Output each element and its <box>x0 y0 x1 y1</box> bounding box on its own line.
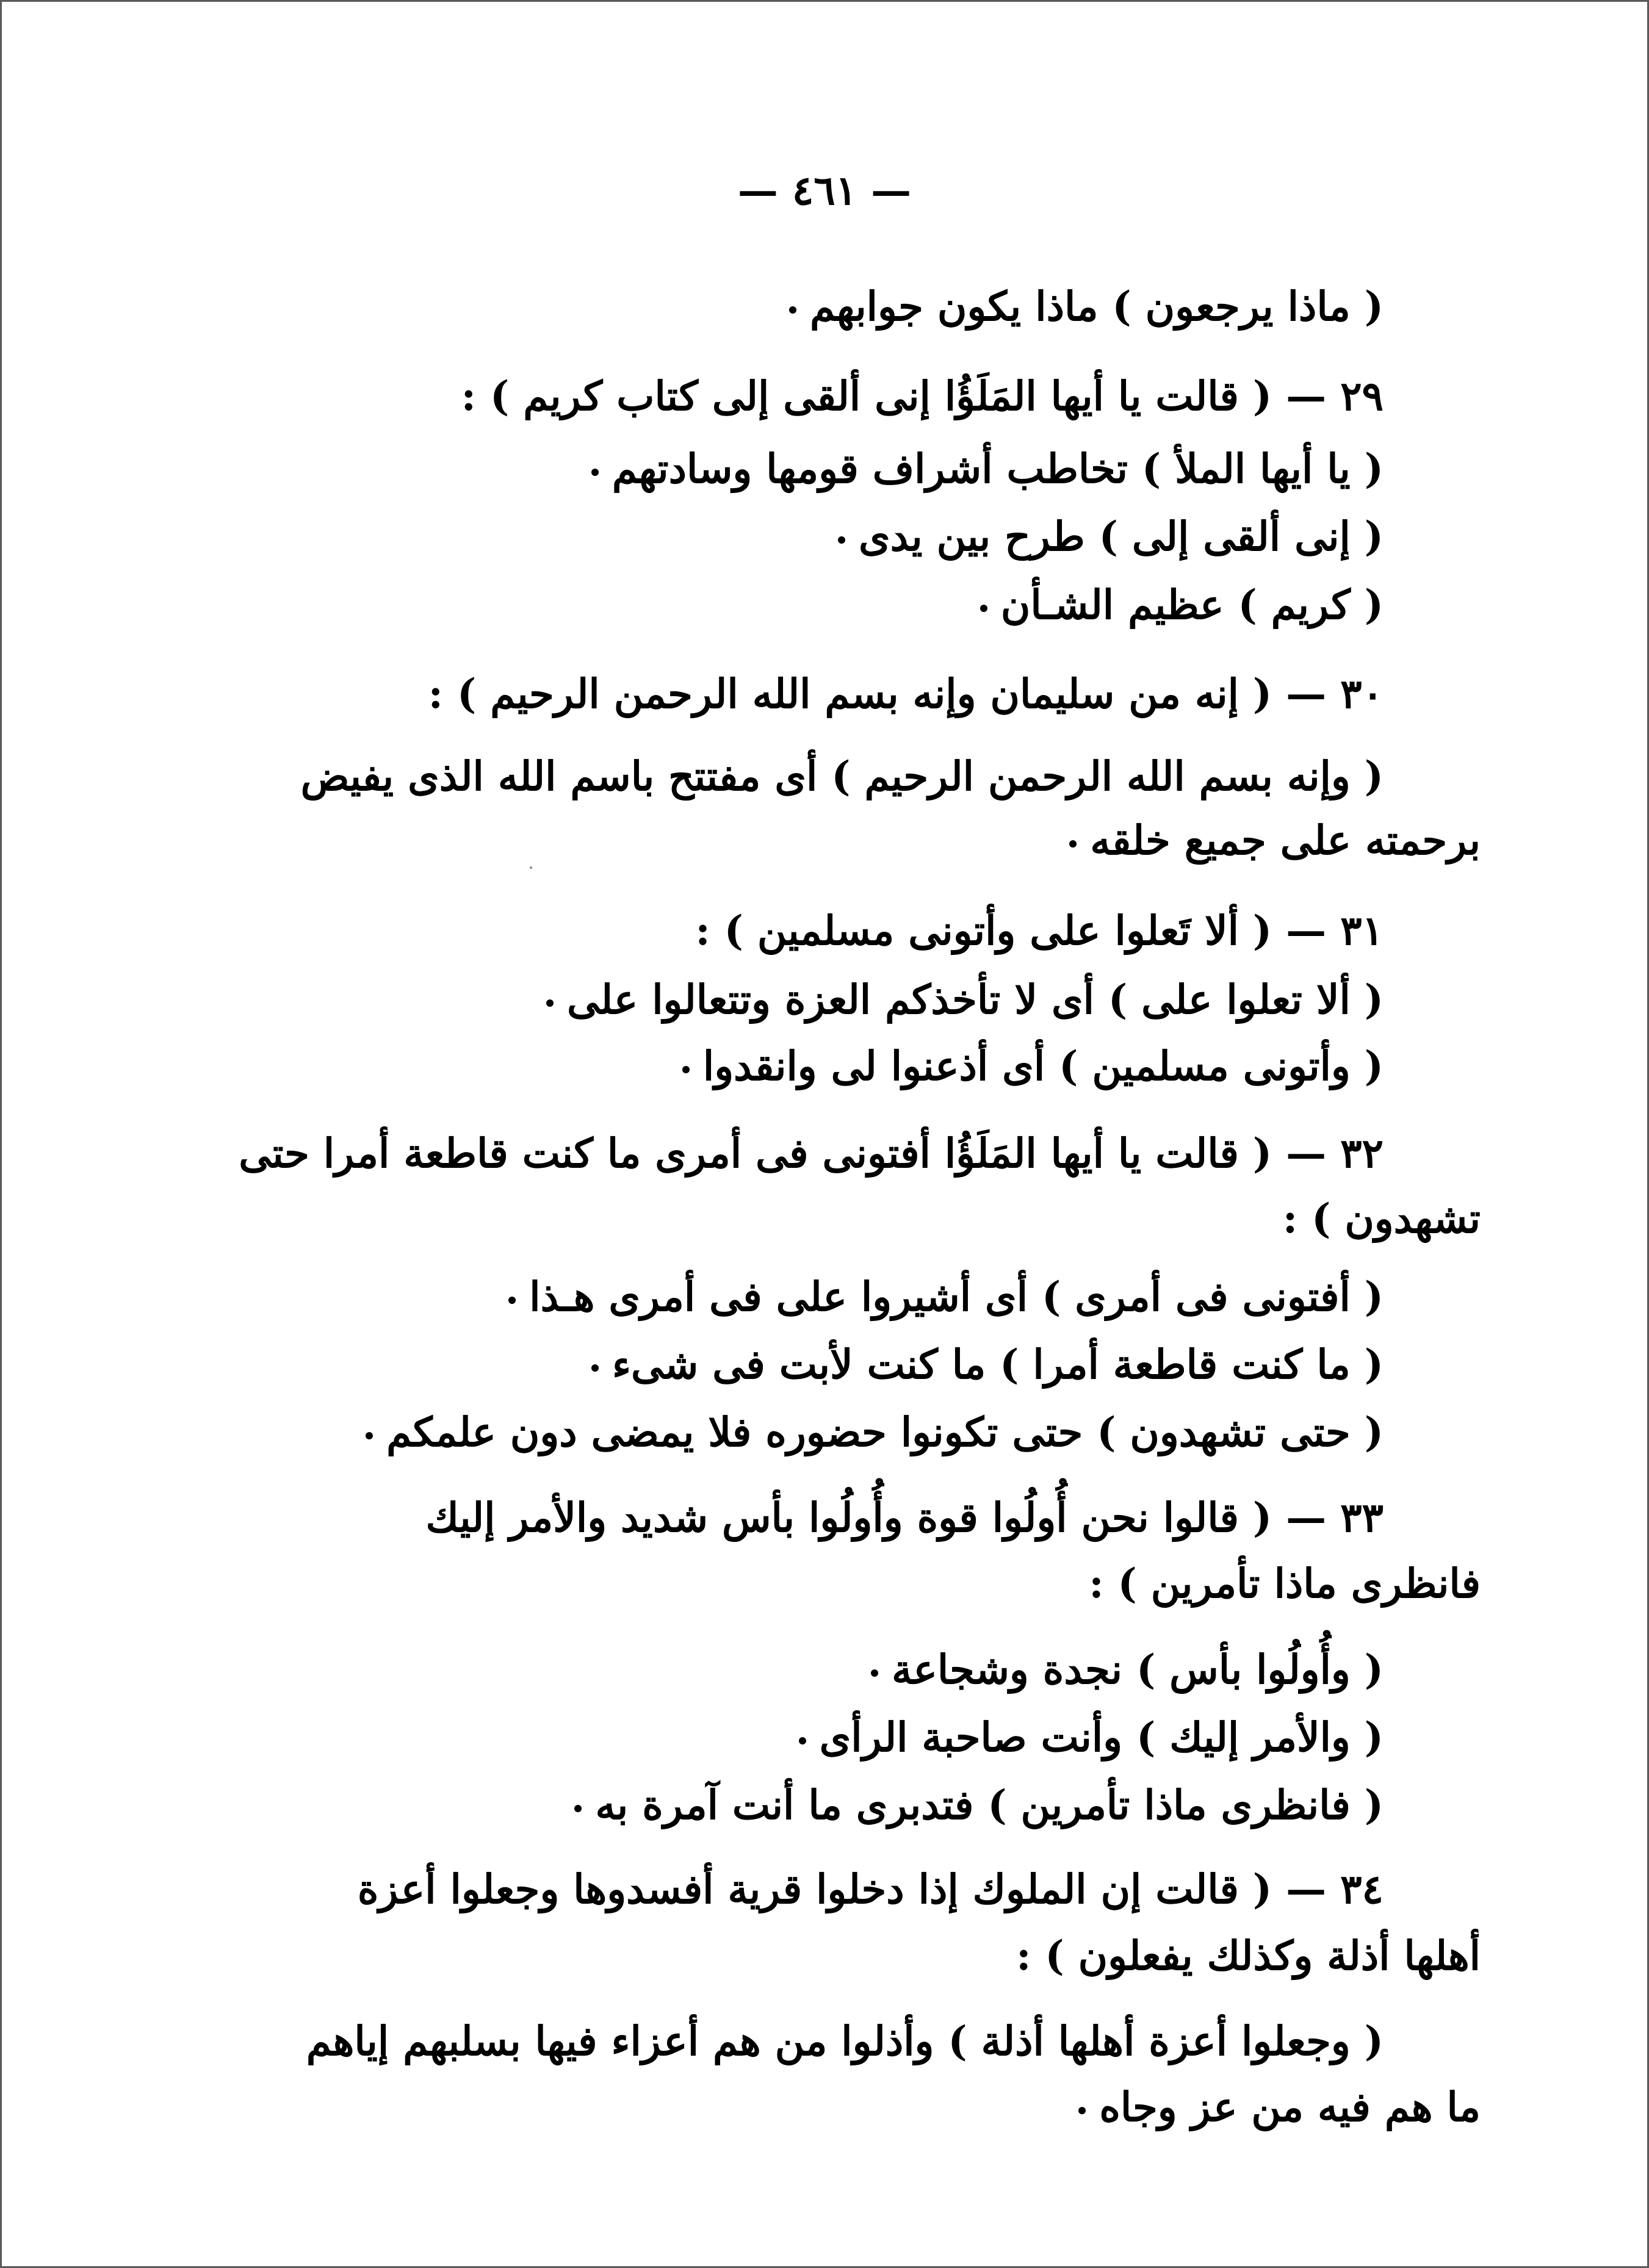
verse-heading: ٣٠ — ( إنه من سليمان وإنه بسم الله الرحمن الرحيم ) : <box>428 670 1384 718</box>
text-line: ( يا أيها الملأ ) تخاطب أشراف قومها وسادتهم <box>591 438 1384 499</box>
text-line: ( فانظرى ماذا تأمرين ) فتدبرى ما أنت آمرة به <box>574 1774 1384 1835</box>
text-line: ( ما كنت قاطعة أمرا ) ما كنت لأبت فى شىء <box>591 1334 1384 1395</box>
text-line: ( كريم ) عظيم الشـأن <box>980 574 1384 635</box>
verse-heading: ٣٣ — ( قالوا نحن أُولُوا قوة وأُولُوا بأس شديد والأمر إليك <box>425 1494 1384 1541</box>
text-line: ( ماذا يرجعون ) ماذا يكون جوابهم <box>789 276 1384 337</box>
text-line: ( وإنه بسم الله الرحمن الرحيم ) أى مفتتح باسم الله الذى يفيض <box>300 752 1384 800</box>
scan-speck <box>530 866 532 869</box>
text-line: ( إنى ألقى إلى ) طرح بين يدى <box>838 506 1384 567</box>
text-line: ( وجعلوا أعزة أهلها أذلة ) وأذلوا من هم أعزاء فيها بسلبهم إياهم <box>306 2017 1384 2065</box>
text-line: برحمته على جميع خلقه <box>1069 810 1481 871</box>
verse-heading: ٢٩ — ( قالت يا أيها المَلَؤُا إنى ألقى إلى كتاب كريم ) : <box>461 372 1384 420</box>
verse-heading: ٣٤ — ( قالت إن الملوك إذا دخلوا قرية أفسدوها وجعلوا أعزة <box>357 1865 1384 1913</box>
text-line: ما هم فيه من عز وجاه <box>1078 2076 1481 2137</box>
page-number: — ٤٦١ — <box>737 167 912 214</box>
verse-heading: ٣١ — ( ألا تَعلوا على وأتونى مسلمين ) : <box>695 907 1384 954</box>
text-line: ( حتى تشهدون ) حتى تكونوا حضوره فلا يمضى دون علمكم <box>366 1402 1384 1463</box>
text-line: تشهدون ) : <box>1282 1195 1481 1242</box>
text-line: أهلها أذلة وكذلك يفعلون ) : <box>1016 1932 1481 1979</box>
verse-heading: ٣٢ — ( قالت يا أيها المَلَؤُا أفتونى فى أمرى ما كنت قاطعة أمرا حتى <box>239 1129 1384 1177</box>
text-line: ( أفتونى فى أمرى ) أى أشيروا على فى أمرى هـذا <box>508 1266 1384 1327</box>
text-line: ( والأمر إليك ) وأنت صاحبة الرأى <box>799 1707 1384 1768</box>
text-line: فانظرى ماذا تأمرين ) : <box>1089 1560 1481 1607</box>
text-line: ( ألا تعلوا على ) أى لا تأخذكم العزة وتتعالوا على <box>546 969 1384 1030</box>
text-line: ( وأتونى مسلمين ) أى أذعنوا لى وانقدوا <box>682 1035 1384 1096</box>
text-line: ( وأُولُوا بأس ) نجدة وشجاعة <box>871 1639 1384 1700</box>
